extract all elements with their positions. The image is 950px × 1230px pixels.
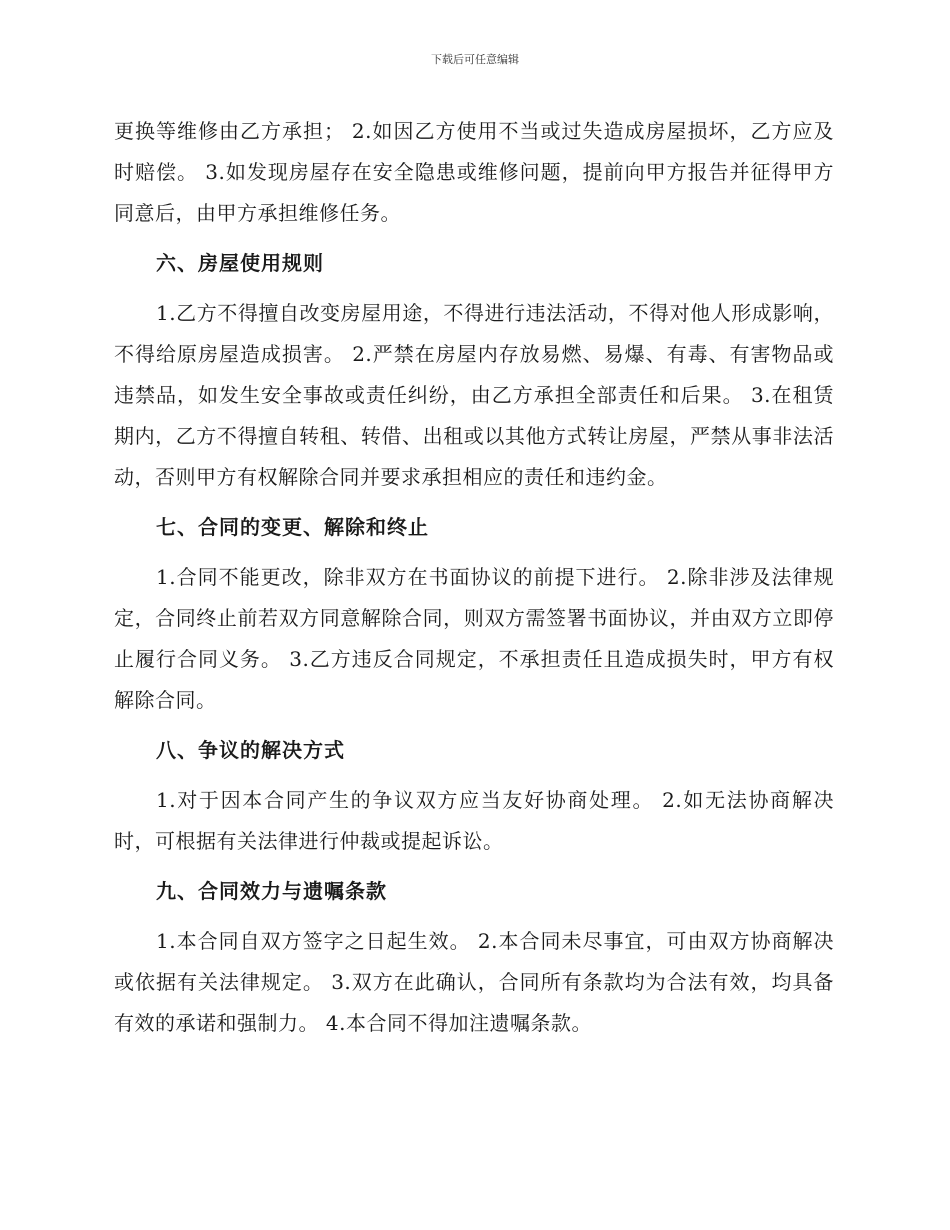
section-usage-rules [114, 243, 834, 498]
section-paragraph: 1.乙方不得擅自改变房屋用途，不得进行违法活动，不得对他人形成影响，不得给原房屋造成损害。 2.严禁在房屋内存放易燃、易爆、有毒、有害物品或违禁品，如发生安全事故或责任纠纷，由乙方承担全部责任和后果。 3.在租赁期内，乙方不得擅自转租、转借、出租或以其他方式转让房屋，严禁从事非法活动，否则甲方有权解除合同并要求承担相应的责任和违约金。 [114, 301, 834, 489]
section-paragraph: 1.合同不能更改，除非双方在书面协议的前提下进行。 2.除非涉及法律规定，合同终止前若双方同意解除合同，则双方需签署书面协议，并由双方立即停止履行合同义务。 3.乙方违反合同规定，不承担责任且造成损失时，甲方有权解除合同。 [114, 565, 834, 712]
section-contract-validity [114, 871, 834, 1044]
section-heading: 七、合同的变更、解除和终止 [156, 515, 429, 539]
section-dispute-resolution [114, 730, 834, 862]
section-paragraph: 1.本合同自双方签字之日起生效。 2.本合同未尽事宜，可由双方协商解决或依据有关法律规定。 3.双方在此确认，合同所有条款均为合法有效，均具备有效的承诺和强制力。 4.本合同不得加注遗嘱条款。 [114, 929, 834, 1035]
document-body [114, 111, 834, 1044]
section-paragraph: 1.对于因本合同产生的争议双方应当友好协商处理。 2.如无法协商解决时，可根据有关法律进行仲裁或提起诉讼。 [114, 788, 834, 853]
page-header: 下载后可任意编辑 [431, 53, 519, 66]
intro-paragraph: 更换等维修由乙方承担； 2.如因乙方使用不当或过失造成房屋损坏，乙方应及时赔偿。 3.如发现房屋存在安全隐患或维修问题，提前向甲方报告并征得甲方同意后，由甲方承担维修任务。 [114, 119, 834, 225]
section-heading: 八、争议的解决方式 [156, 738, 345, 762]
section-heading: 九、合同效力与遗嘱条款 [156, 879, 387, 903]
section-heading: 六、房屋使用规则 [156, 251, 324, 275]
section-contract-changes [114, 507, 834, 721]
